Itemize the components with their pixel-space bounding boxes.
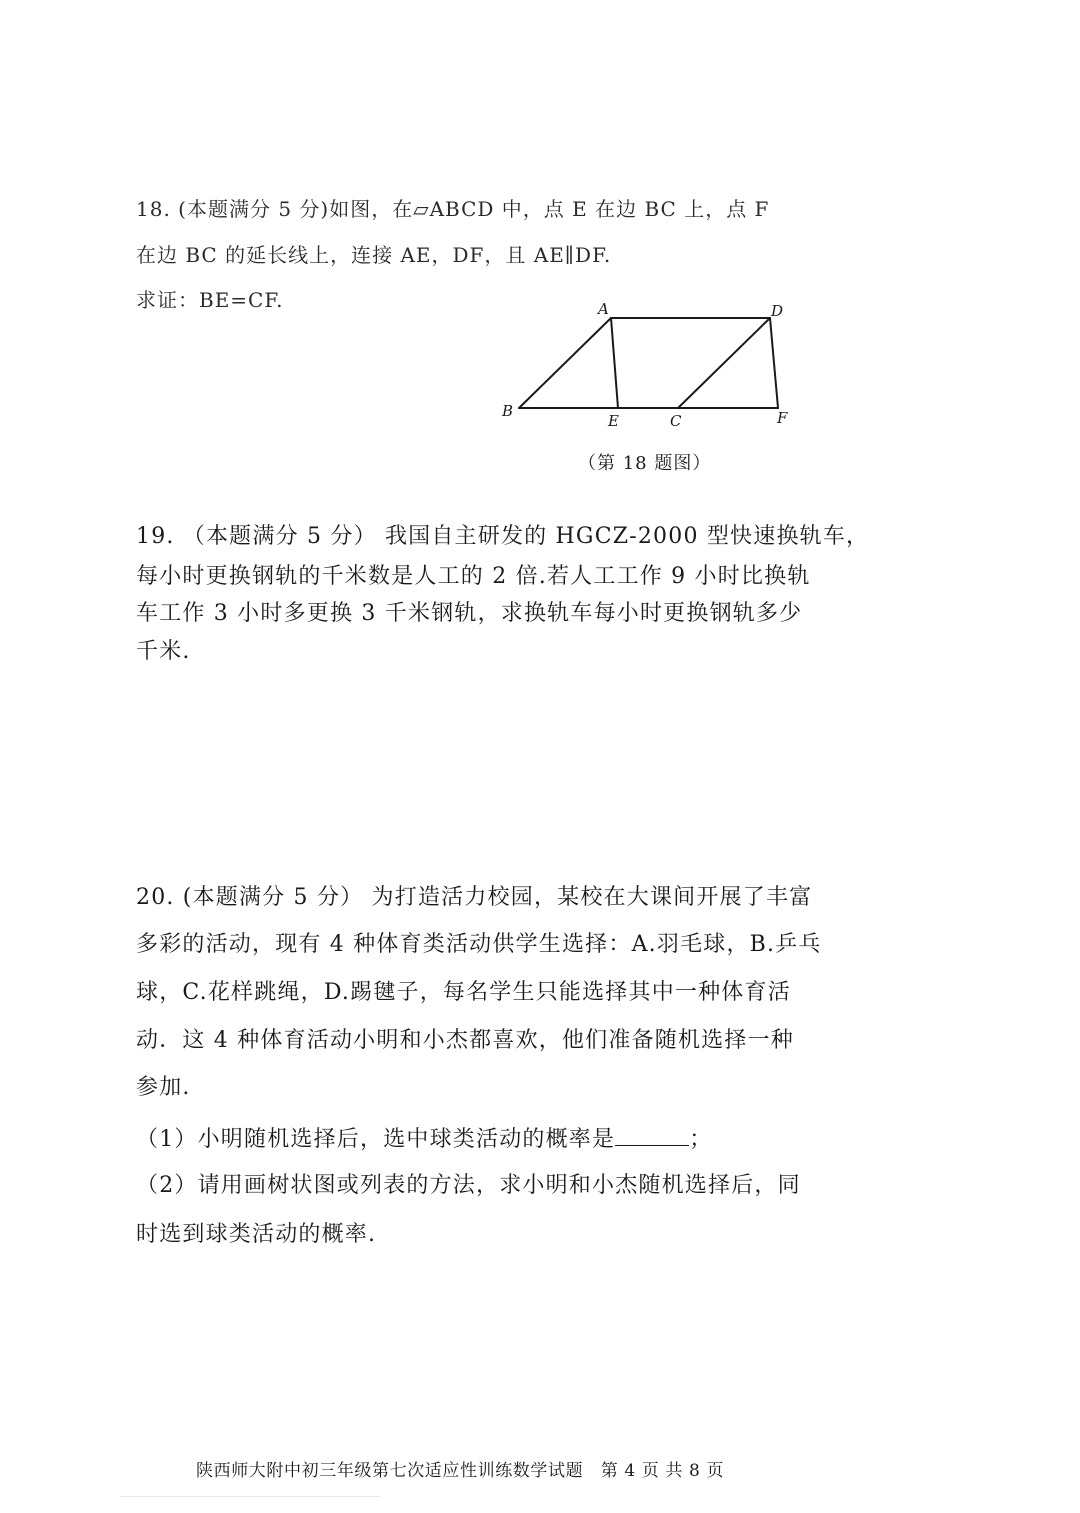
scan-artifact — [120, 1496, 380, 1497]
q19-line-3: 车工作 3 小时多更换 3 千米钢轨，求换轨车每小时更换钢轨多少 — [136, 601, 803, 626]
q19-line-2: 每小时更换钢轨的千米数是人工的 2 倍.若人工工作 9 小时比换轨 — [136, 564, 811, 589]
q20-part-1-text: （1）小明随机选择后，选中球类活动的概率是 — [136, 1127, 616, 1152]
point-label-A: A — [598, 300, 609, 318]
segment-AE — [611, 318, 618, 408]
point-label-F: F — [777, 409, 788, 427]
segment-DC — [678, 318, 770, 408]
q20-part-1-end: ； — [689, 1127, 713, 1152]
q20-part-2-line-1: （2）请用画树状图或列表的方法，求小明和小杰随机选择后，同 — [136, 1173, 801, 1198]
q19-line-1: 19. （本题满分 5 分） 我国自主研发的 HGCZ-2000 型快速换轨车， — [136, 524, 870, 549]
q20-line-5: 参加. — [136, 1075, 191, 1100]
segment-DF — [770, 318, 778, 408]
q20-part-2-line-2: 时选到球类活动的概率. — [136, 1222, 377, 1247]
q20-line-3: 球，C.花样跳绳，D.踢毽子，每名学生只能选择其中一种体育活 — [136, 980, 791, 1005]
point-label-B: B — [502, 402, 514, 420]
figure-caption: （第 18 题图） — [578, 453, 712, 474]
q20-line-2: 多彩的活动，现有 4 种体育类活动供学生选择：A.羽毛球，B.乒乓 — [136, 932, 822, 957]
segment-AB — [519, 318, 611, 408]
q20-part-1 — [136, 1127, 712, 1151]
q20-line-1: 20. (本题满分 5 分） 为打造活力校园，某校在大课间开展了丰富 — [136, 885, 813, 910]
point-label-D: D — [771, 302, 784, 320]
q18-line-2: 在边 BC 的延长线上，连接 AE，DF，且 AE∥DF. — [136, 243, 612, 267]
point-label-E: E — [608, 412, 619, 430]
q18-line-1: 18. (本题满分 5 分)如图，在▱ABCD 中，点 E 在边 BC 上，点 F — [136, 197, 770, 221]
q20-line-4: 动．这 4 种体育活动小明和小杰都喜欢，他们准备随机选择一种 — [136, 1028, 794, 1053]
q19-line-4: 千米. — [136, 639, 191, 664]
point-label-C: C — [670, 412, 682, 430]
answer-blank — [615, 1127, 689, 1146]
parallelogram-figure — [490, 295, 800, 435]
page-footer: 陕西师大附中初三年级第七次适应性训练数学试题 第 4 页 共 8 页 — [196, 1461, 725, 1481]
q18-line-3: 求证：BE=CF. — [136, 288, 284, 312]
